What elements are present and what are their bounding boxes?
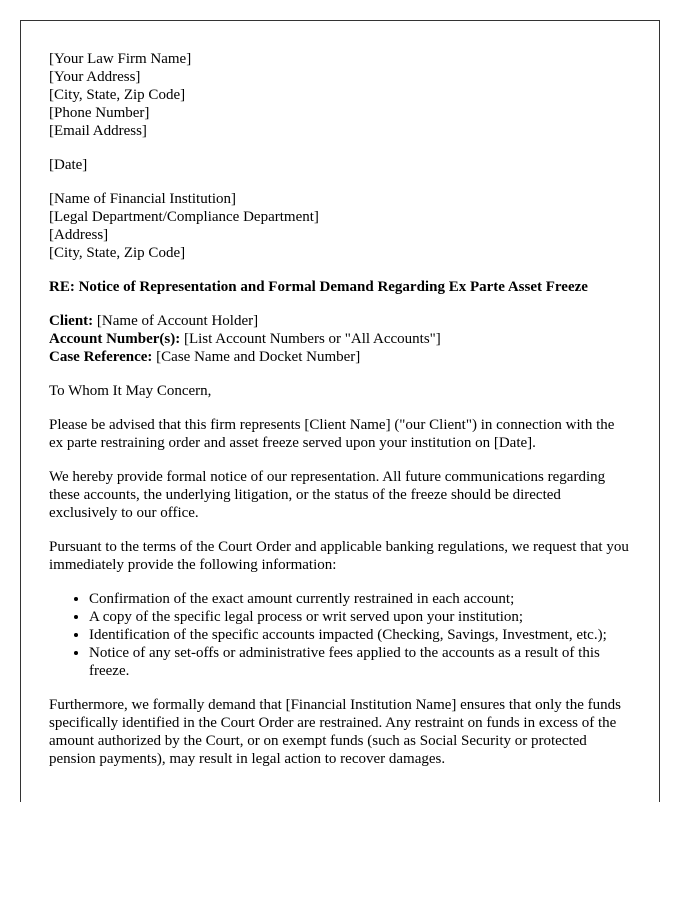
body-paragraph: Furthermore, we formally demand that [Financial Institution Name] ensures that only the funds specifically identified in the Court Order are restrained. Any restraint on funds in excess of the amount authorized by the Court, or on exempt funds (such as Social Security or protected pension payments), may result in legal action to recover damages.: [49, 697, 621, 767]
detail-client: [49, 312, 629, 330]
sender-city: [City, State, Zip Code]: [49, 87, 186, 103]
letter-date: [Date]: [49, 157, 88, 173]
detail-label: Case Reference:: [49, 349, 153, 365]
salutation: To Whom It May Concern,: [49, 383, 212, 399]
detail-value: [List Account Numbers or "All Accounts"]: [180, 331, 441, 347]
list-item: • A copy of the specific legal process or writ served upon your institution;: [89, 608, 629, 626]
sender-block: [49, 50, 629, 140]
detail-case-reference: [49, 348, 629, 366]
recipient-block: [49, 190, 629, 262]
detail-value: [Case Name and Docket Number]: [152, 349, 361, 365]
body-paragraph: Please be advised that this firm represents [Client Name] ("our Client") in connection with the ex parte restraining order and asset freeze served upon your institution on [Date].: [49, 417, 615, 451]
subject-text: RE: Notice of Representation and Formal Demand Regarding Ex Parte Asset Freeze: [49, 279, 588, 295]
sender-firm-name: [Your Law Firm Name]: [49, 51, 192, 67]
recipient-city: [City, State, Zip Code]: [49, 245, 186, 261]
detail-label: Client:: [49, 313, 94, 329]
body-paragraph: We hereby provide formal notice of our representation. All future communications regarding these accounts, the underlying litigation, or the status of the freeze should be directed exclusively to our office.: [49, 469, 606, 521]
recipient-department: [Legal Department/Compliance Department]: [49, 209, 319, 225]
letter-page: [20, 20, 660, 802]
detail-value: [Name of Account Holder]: [93, 313, 259, 329]
detail-label: Account Number(s):: [49, 331, 181, 347]
subject-line: [49, 278, 629, 296]
sender-address: [Your Address]: [49, 69, 141, 85]
recipient-institution: [Name of Financial Institution]: [49, 191, 237, 207]
sender-phone: [Phone Number]: [49, 105, 150, 121]
request-list: [49, 590, 629, 680]
details-block: [49, 312, 629, 366]
sender-email: [Email Address]: [49, 123, 147, 139]
detail-account-numbers: [49, 330, 629, 348]
recipient-address: [Address]: [49, 227, 109, 243]
body-paragraph: Pursuant to the terms of the Court Order and applicable banking regulations, we request that you immediately provide the following information:: [49, 539, 629, 573]
list-item: • Notice of any set-offs or administrative fees applied to the accounts as a result of this freeze.: [89, 644, 629, 680]
list-item: • Identification of the specific accounts impacted (Checking, Savings, Investment, etc.);: [89, 626, 629, 644]
list-item: • Confirmation of the exact amount currently restrained in each account;: [89, 590, 629, 608]
